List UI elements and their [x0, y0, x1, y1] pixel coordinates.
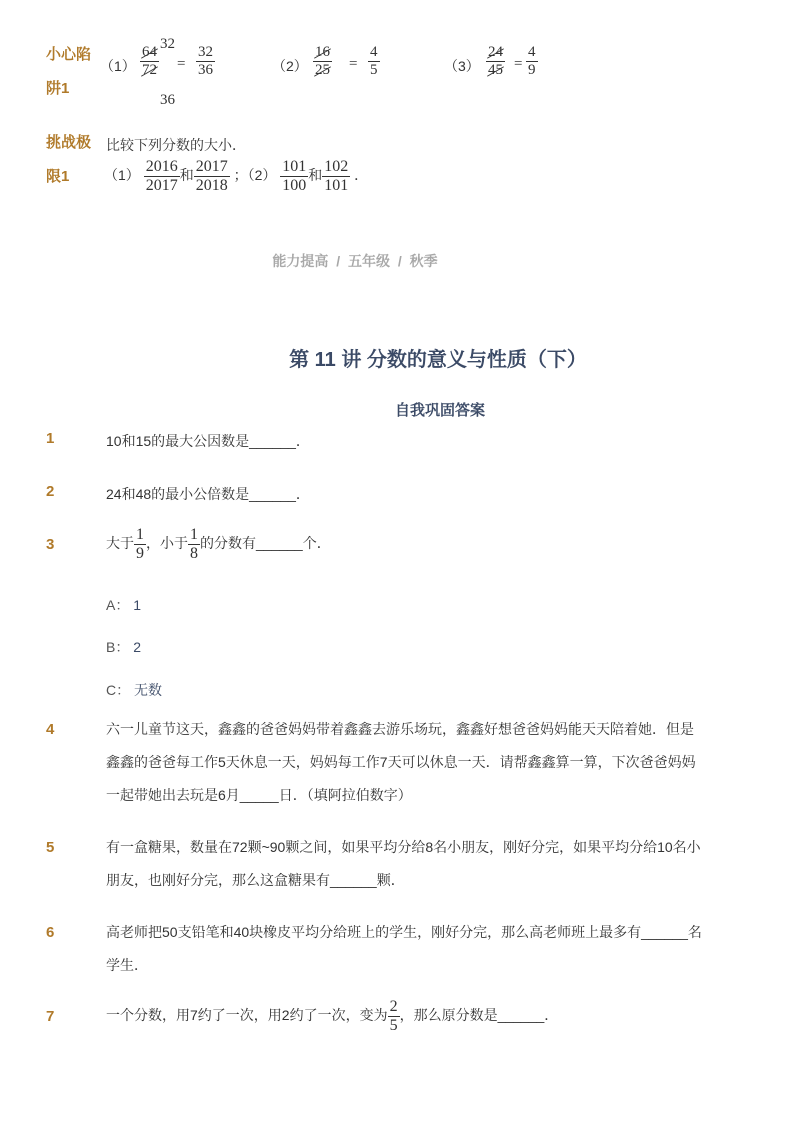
question-text: 六一儿童节这天，鑫鑫的爸爸妈妈带着鑫鑫去游乐场玩，鑫鑫好想爸爸妈妈能天天陪着她．但是 鑫鑫的爸爸每工作5天休息一天，妈妈每工作7天可以休息一天．请帮鑫鑫算一算，下次爸爸妈妈 一起带她出去玩是6月_____日．（填阿拉伯数字）	[106, 721, 696, 803]
question-text: 一个分数，用7约了一次，用2约了一次，变为 $\frac{2}{5}$ ，那么原分数是______．	[106, 998, 559, 1034]
trap-eq-3: =	[514, 56, 523, 72]
trap-fraction-struck-3: $\frac{24}{45}$	[488, 44, 503, 78]
fraction-1-9: $\frac{1}{9}$	[136, 526, 144, 562]
question-number: 4	[46, 721, 55, 738]
trap-result-2: $\frac{4}{5}$	[370, 44, 378, 78]
question-number: 5	[46, 839, 55, 856]
question-text: 大于 $\frac{1}{9}$ ，小于 $\frac{1}{8}$ 的分数有______个．	[106, 526, 331, 562]
question-text: 10和15的最大公因数是______．	[106, 433, 310, 449]
challenge-tag: 挑战极 限1	[46, 134, 92, 185]
trap-eq-1: =	[177, 56, 186, 72]
trap-num-above-1: 32	[160, 36, 175, 52]
challenge-fractions: （1） $\frac{2016}{2017}$ 和 $\frac{2017}{2018}$ ；（2） $\frac{101}{100}$ 和 $\frac{102}{101}$ ．	[104, 158, 369, 194]
trap-fraction-struck-2: $\frac{16}{25}$	[315, 44, 330, 78]
trap-label-2: （2）	[272, 58, 308, 74]
fraction-2016-2017: $\frac{2016}{2017}$	[145, 158, 178, 194]
fraction-2-5: $\frac{2}{5}$	[389, 998, 398, 1034]
trap-label-3: （3）	[444, 58, 480, 74]
fraction-101-100: $\frac{101}{100}$	[282, 158, 307, 194]
section-subtitle: 自我巩固答案	[394, 402, 485, 419]
trap-den-below-1: 36	[160, 92, 175, 108]
option-b[interactable]: B： 2	[106, 639, 142, 655]
trap-label-1: （1）	[100, 58, 136, 74]
question-number: 3	[46, 536, 55, 553]
option-c[interactable]: C： 无数	[106, 682, 163, 698]
question-text: 有一盒糖果，数量在72颗~90颗之间，如果平均分给8名小朋友，刚好分完，如果平均分给10名小 朋友，也刚好分完，那么这盒糖果有______颗．	[106, 839, 701, 888]
question-text: 24和48的最小公倍数是______．	[106, 486, 310, 502]
question-number: 2	[46, 483, 55, 500]
question-number: 1	[46, 430, 55, 447]
question-number: 6	[46, 924, 55, 941]
challenge-prompt: 比较下列分数的大小．	[106, 137, 246, 153]
page-footer: 能力提高 / 五年级 / 秋季	[272, 253, 438, 269]
question-number: 7	[46, 1008, 55, 1025]
trap-eq-2: =	[349, 56, 358, 72]
fraction-1-8: $\frac{1}{8}$	[190, 526, 198, 562]
trap-result-1: $\frac{32}{36}$	[198, 44, 213, 78]
trap-result-3: $\frac{4}{9}$	[528, 44, 536, 78]
lecture-title: 第 11 讲 分数的意义与性质（下）	[289, 349, 587, 371]
fraction-102-101: $\frac{102}{101}$	[324, 158, 349, 194]
trap-tag: 小心陷 阱1	[46, 46, 92, 97]
fraction-2017-2018: $\frac{2017}{2018}$	[195, 158, 228, 194]
option-a[interactable]: A： 1	[106, 597, 142, 613]
trap-fraction-struck-1: $\frac{64}{72}$	[142, 44, 157, 78]
question-text: 高老师把50支铅笔和40块橡皮平均分给班上的学生，刚好分完，那么高老师班上最多有______名 学生．	[106, 924, 702, 973]
